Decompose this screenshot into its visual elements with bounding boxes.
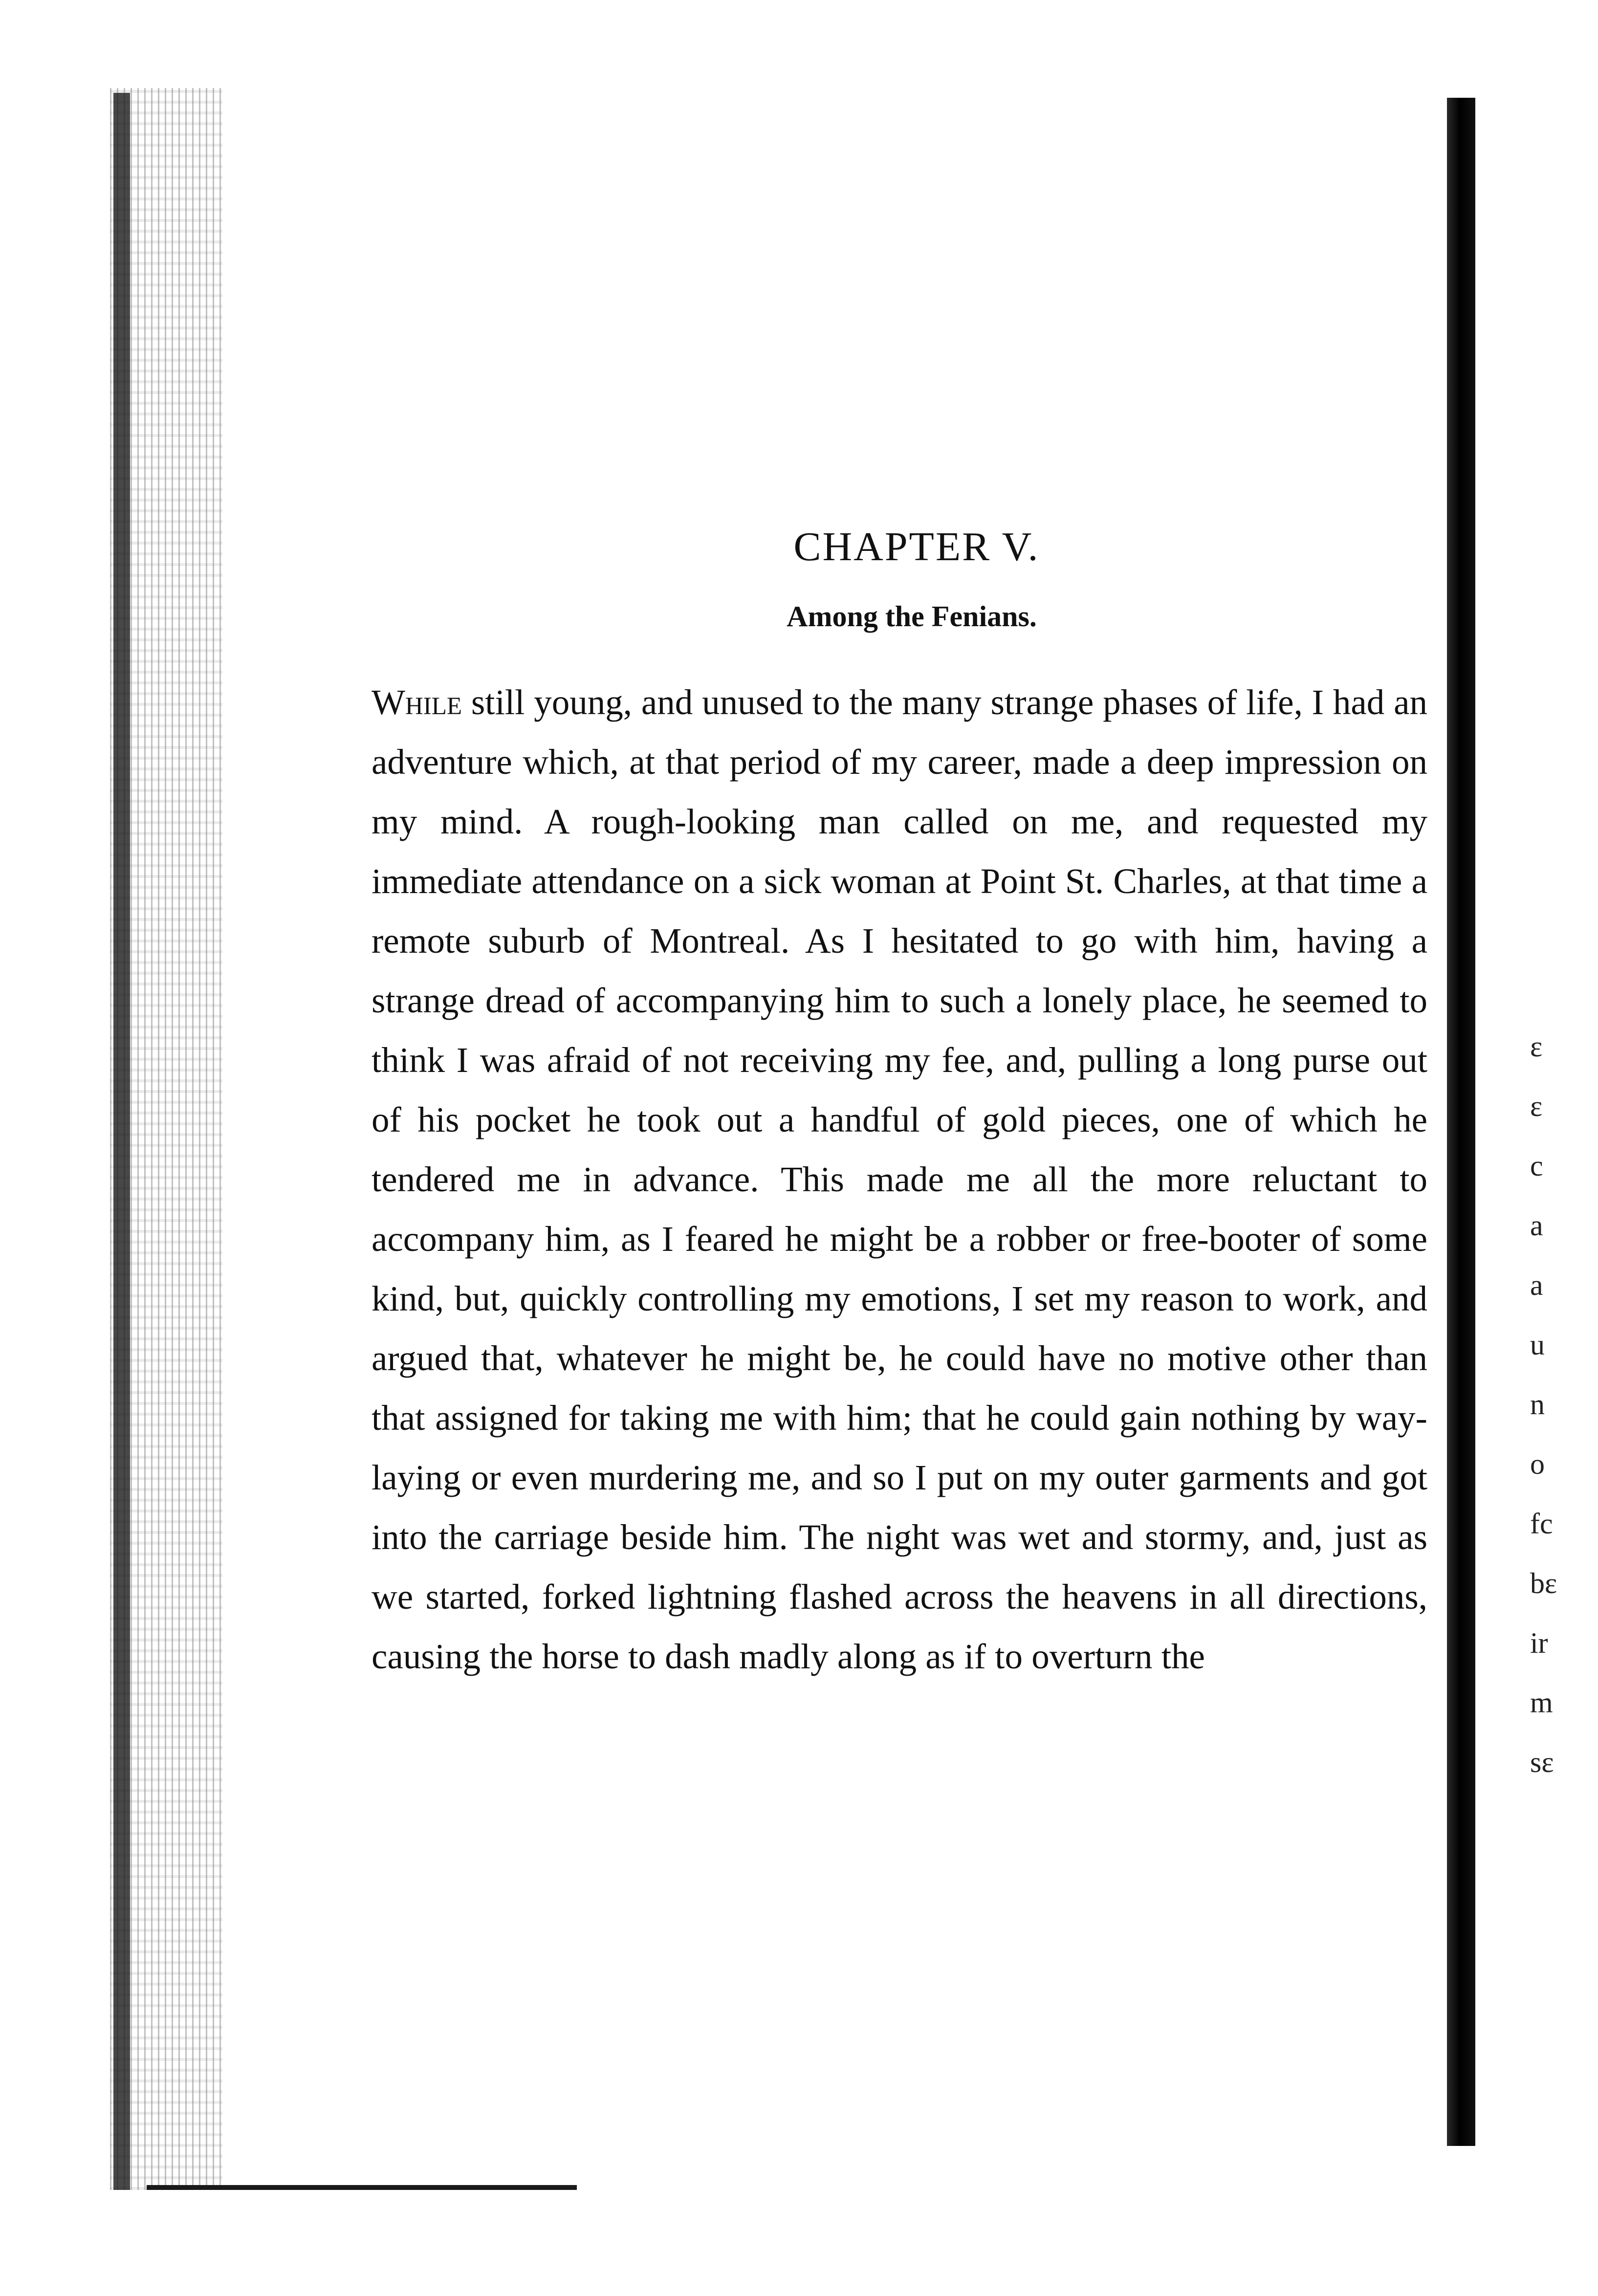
body-paragraph (372, 673, 1427, 1686)
facing-page-fragment: o (1530, 1448, 1545, 1480)
body-text: still young, and unused to the many strange phases of life, I had an adventure which, at that period of my career, made a deep impression on my mind. A rough-looking man called on me, and requested my immediate attendance on a sick woman at Point St. Charles, at that time a remote suburb of Montreal. As I hesitated to go with him, having a strange dread of accompanying him to such a lonely place, he seemed to think I was afraid of not receiving my fee, and, pulling a long purse out of his pocket he took out a handful of gold pieces, one of which he tendered me in advance. This made me all the more reluctant to accompany him, as I feared he might be a robber or free-booter of some kind, but, quickly controlling my emotions, I set my reason to work, and argued that, whatever he might be, he could have no motive other than that assigned for taking me with him; that he could gain nothing by way-laying or even murdering me, and so I put on my outer garments and got into the carriage beside him. The night was wet and stormy, and, just as we started, forked lightning flashed across the heavens in all directions, causing the horse to dash madly along as if to overturn the (372, 682, 1427, 1676)
chapter-subtitle: Among the Fenians. (787, 600, 1037, 633)
chapter-heading: CHAPTER V. (793, 524, 1040, 569)
page-content (372, 523, 1427, 1686)
facing-page-fragments (1530, 1017, 1589, 1792)
facing-page-fragment: c (1530, 1150, 1543, 1182)
facing-page-fragment: a (1530, 1209, 1543, 1242)
facing-page-fragment: sε (1530, 1746, 1554, 1778)
lead-word: While (372, 682, 462, 722)
facing-page-fragment: fc (1530, 1508, 1553, 1540)
facing-page-fragment: ε (1530, 1030, 1543, 1063)
facing-page-fragment: ε (1530, 1090, 1543, 1122)
facing-page-fragment: m (1530, 1686, 1553, 1719)
facing-page-fragment: ir (1530, 1627, 1548, 1659)
bottom-edge-shadow (147, 2185, 577, 2190)
right-binding-shadow (1447, 98, 1475, 2146)
facing-page-fragment: u (1530, 1329, 1545, 1361)
facing-page-fragment: bε (1530, 1567, 1557, 1599)
left-page-edge (113, 93, 130, 2190)
facing-page-fragment: a (1530, 1269, 1543, 1301)
facing-page-fragment: n (1530, 1388, 1545, 1421)
